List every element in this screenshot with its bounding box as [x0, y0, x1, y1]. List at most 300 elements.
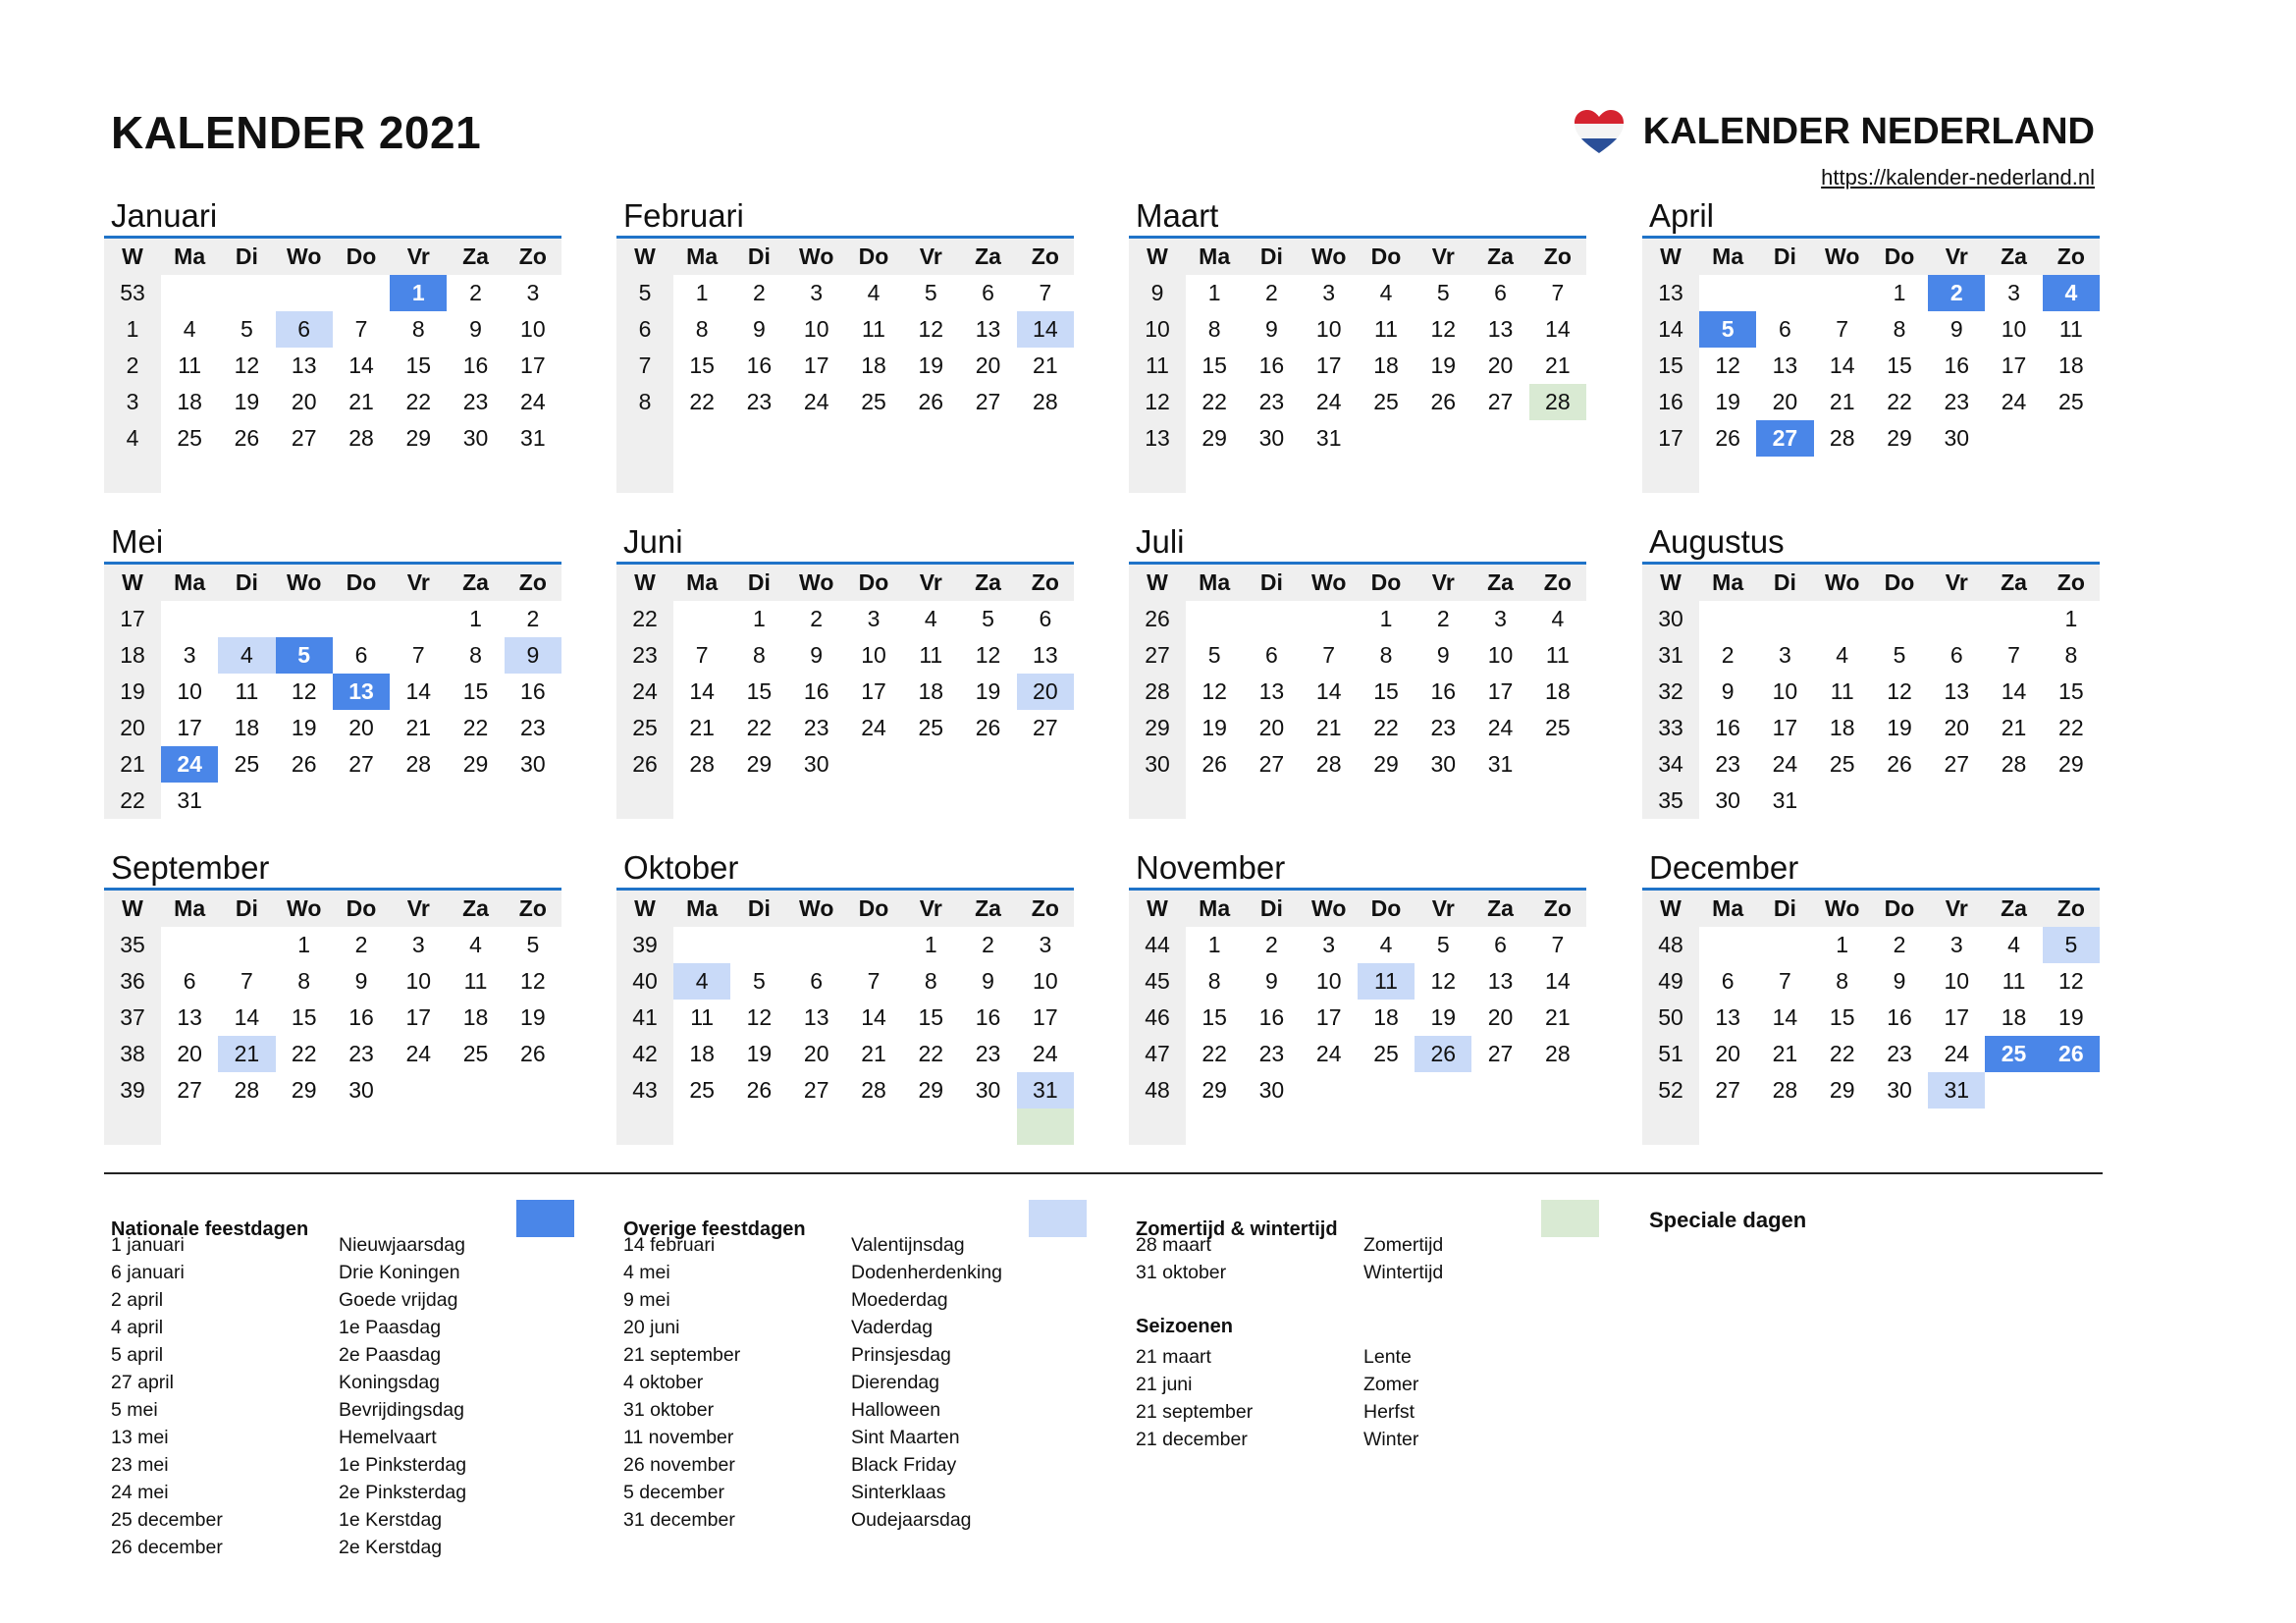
day-cell[interactable]: 15 [1829, 1004, 1855, 1030]
day-cell[interactable]: 22 [1201, 389, 1227, 414]
day-cell[interactable]: 27 [1944, 751, 1970, 777]
day-cell[interactable]: 22 [1373, 715, 1399, 740]
day-cell[interactable]: 24 [861, 715, 886, 740]
day-cell[interactable]: 4 [1379, 932, 1393, 957]
day-cell[interactable]: 29 [1887, 425, 1912, 451]
day-cell[interactable]: 5 [1436, 932, 1450, 957]
day-cell[interactable]: 13 [1033, 642, 1058, 668]
day-cell[interactable]: 16 [1258, 1004, 1285, 1030]
day-cell[interactable]: 29 [405, 425, 432, 451]
day-cell[interactable]: 24 [161, 746, 218, 783]
day-cell[interactable]: 18 [234, 715, 260, 740]
day-cell[interactable]: 17 [1315, 352, 1342, 378]
day-cell[interactable]: 4 [183, 316, 196, 342]
day-cell[interactable]: 7 [2007, 642, 2020, 668]
day-cell[interactable]: 16 [520, 678, 546, 704]
day-cell[interactable]: 12 [975, 642, 1001, 668]
day-cell[interactable]: 11 [862, 316, 885, 342]
day-cell[interactable]: 2 [1265, 280, 1278, 305]
day-cell[interactable]: 22 [1829, 1041, 1855, 1066]
day-cell[interactable]: 11 [235, 678, 259, 704]
day-cell[interactable]: 10 [177, 678, 202, 704]
day-cell[interactable]: 25 [918, 715, 944, 740]
day-cell[interactable]: 15 [291, 1004, 317, 1030]
day-cell[interactable]: 24 [1487, 715, 1514, 740]
day-cell[interactable]: 24 [2001, 389, 2027, 414]
day-cell[interactable]: 17 [177, 715, 202, 740]
day-cell[interactable]: 4 [1551, 606, 1565, 631]
day-cell[interactable]: 8 [695, 316, 709, 342]
day-cell[interactable]: 29 [746, 751, 773, 777]
day-cell[interactable]: 18 [689, 1041, 715, 1066]
day-cell[interactable]: 26 [291, 751, 317, 777]
day-cell[interactable]: 30 [1944, 425, 1970, 451]
day-cell[interactable]: 20 [1487, 352, 1514, 378]
day-cell[interactable]: 6 [982, 280, 994, 305]
day-cell[interactable]: 17 [861, 678, 886, 704]
day-cell[interactable]: 28 [1772, 1077, 1798, 1103]
day-cell[interactable]: 15 [462, 678, 489, 704]
day-cell[interactable]: 9 [1721, 678, 1735, 704]
day-cell[interactable]: 17 [803, 352, 829, 378]
day-cell[interactable]: 15 [1887, 352, 1912, 378]
day-cell[interactable]: 16 [1258, 352, 1285, 378]
day-cell[interactable]: 26 [1430, 389, 1457, 414]
day-cell[interactable]: 25 [689, 1077, 715, 1103]
day-cell[interactable]: 4 [2043, 275, 2100, 311]
day-cell[interactable]: 2 [526, 606, 540, 631]
day-cell[interactable]: 12 [1430, 316, 1457, 342]
day-cell[interactable]: 27 [803, 1077, 829, 1103]
day-cell[interactable]: 18 [462, 1004, 489, 1030]
day-cell[interactable]: 3 [1949, 932, 1963, 957]
day-cell[interactable]: 26 [2043, 1036, 2100, 1072]
day-cell[interactable]: 6 [183, 968, 196, 994]
day-cell[interactable]: 3 [1322, 280, 1336, 305]
day-cell[interactable]: 3 [526, 280, 540, 305]
day-cell[interactable]: 2 [1893, 932, 1906, 957]
day-cell[interactable]: 7 [695, 642, 709, 668]
day-cell[interactable]: 30 [803, 751, 829, 777]
day-cell[interactable]: 15 [1373, 678, 1399, 704]
day-cell[interactable]: 13 [1772, 352, 1798, 378]
day-cell[interactable]: 13 [1715, 1004, 1740, 1030]
day-cell[interactable]: 29 [918, 1077, 944, 1103]
day-cell[interactable]: 5 [2043, 927, 2100, 963]
day-cell[interactable]: 27 [177, 1077, 202, 1103]
day-cell[interactable]: 10 [1772, 678, 1798, 704]
day-cell[interactable]: 15 [689, 352, 715, 378]
day-cell[interactable]: 20 [803, 1041, 829, 1066]
day-cell[interactable]: 20 [1258, 715, 1285, 740]
day-cell[interactable]: 16 [1944, 352, 1970, 378]
day-cell[interactable]: 29 [291, 1077, 317, 1103]
day-cell[interactable]: 15 [2058, 678, 2084, 704]
day-cell[interactable]: 30 [1258, 1077, 1285, 1103]
day-cell[interactable]: 11 [1358, 963, 1415, 1000]
day-cell[interactable]: 4 [924, 606, 937, 631]
day-cell[interactable]: 7 [1836, 316, 1849, 342]
day-cell[interactable]: 23 [746, 389, 773, 414]
day-cell[interactable]: 26 [1715, 425, 1740, 451]
day-cell[interactable]: 19 [1430, 352, 1457, 378]
day-cell[interactable]: 5 [753, 968, 766, 994]
day-cell[interactable]: 5 [1436, 280, 1450, 305]
day-cell[interactable]: 20 [177, 1041, 202, 1066]
day-cell[interactable]: 23 [1258, 389, 1285, 414]
day-cell[interactable]: 23 [1887, 1041, 1912, 1066]
day-cell[interactable]: 7 [411, 642, 425, 668]
day-cell[interactable]: 6 [1721, 968, 1735, 994]
day-cell[interactable]: 24 [1772, 751, 1798, 777]
day-cell[interactable]: 19 [918, 352, 944, 378]
day-cell[interactable]: 19 [291, 715, 317, 740]
day-cell[interactable]: 25 [234, 751, 260, 777]
day-cell[interactable]: 31 [1928, 1072, 1985, 1109]
day-cell[interactable]: 4 [218, 637, 275, 674]
day-cell[interactable]: 15 [405, 352, 432, 378]
day-cell[interactable]: 4 [1379, 280, 1393, 305]
day-cell[interactable]: 18 [861, 352, 886, 378]
day-cell[interactable]: 28 [1529, 384, 1586, 420]
day-cell[interactable]: 11 [463, 968, 488, 994]
day-cell[interactable]: 14 [234, 1004, 260, 1030]
day-cell[interactable]: 22 [689, 389, 715, 414]
day-cell[interactable]: 21 [218, 1036, 275, 1072]
day-cell[interactable]: 13 [1487, 316, 1514, 342]
day-cell[interactable]: 15 [918, 1004, 944, 1030]
day-cell[interactable]: 25 [1373, 389, 1399, 414]
day-cell[interactable]: 2 [1265, 932, 1278, 957]
day-cell[interactable]: 12 [1887, 678, 1912, 704]
day-cell[interactable]: 27 [1756, 420, 1813, 457]
day-cell[interactable]: 27 [1258, 751, 1285, 777]
day-cell[interactable]: 29 [462, 751, 489, 777]
day-cell[interactable]: 1 [1207, 932, 1221, 957]
day-cell[interactable]: 12 [2058, 968, 2084, 994]
day-cell[interactable]: 30 [348, 1077, 374, 1103]
day-cell[interactable]: 19 [1715, 389, 1740, 414]
day-cell[interactable]: 12 [1201, 678, 1227, 704]
day-cell[interactable]: 27 [1715, 1077, 1740, 1103]
day-cell[interactable]: 3 [183, 642, 196, 668]
day-cell[interactable]: 19 [1201, 715, 1227, 740]
day-cell[interactable]: 14 [1315, 678, 1342, 704]
day-cell[interactable]: 10 [405, 968, 432, 994]
day-cell[interactable]: 11 [2058, 316, 2083, 342]
day-cell[interactable]: 17 [1944, 1004, 1970, 1030]
day-cell[interactable]: 17 [1315, 1004, 1342, 1030]
day-cell[interactable]: 26 [1887, 751, 1912, 777]
day-cell[interactable]: 5 [240, 316, 253, 342]
day-cell[interactable]: 4 [1836, 642, 1849, 668]
day-cell[interactable]: 30 [1258, 425, 1285, 451]
day-cell[interactable]: 16 [975, 1004, 1001, 1030]
day-cell[interactable]: 27 [1487, 1041, 1514, 1066]
day-cell[interactable]: 25 [861, 389, 886, 414]
day-cell[interactable]: 23 [1430, 715, 1457, 740]
day-cell[interactable]: 22 [746, 715, 773, 740]
day-cell[interactable]: 1 [695, 280, 709, 305]
day-cell[interactable]: 8 [2064, 642, 2078, 668]
day-cell[interactable]: 11 [1374, 316, 1398, 342]
day-cell[interactable]: 23 [348, 1041, 374, 1066]
day-cell[interactable]: 11 [2002, 968, 2026, 994]
day-cell[interactable]: 8 [1207, 316, 1221, 342]
day-cell[interactable]: 7 [240, 968, 253, 994]
day-cell[interactable]: 15 [1201, 1004, 1227, 1030]
day-cell[interactable]: 30 [1887, 1077, 1912, 1103]
day-cell[interactable]: 14 [1545, 968, 1571, 994]
day-cell[interactable]: 28 [1033, 389, 1058, 414]
day-cell[interactable]: 14 [405, 678, 432, 704]
day-cell[interactable]: 12 [746, 1004, 773, 1030]
day-cell[interactable]: 17 [1033, 1004, 1058, 1030]
day-cell[interactable]: 18 [1545, 678, 1571, 704]
day-cell[interactable]: 25 [1985, 1036, 2042, 1072]
day-cell[interactable]: 26 [1415, 1036, 1471, 1072]
day-cell[interactable]: 7 [1779, 968, 1791, 994]
day-cell[interactable]: 25 [462, 1041, 489, 1066]
day-cell[interactable]: 16 [803, 678, 829, 704]
day-cell[interactable]: 31 [177, 787, 202, 813]
day-cell[interactable]: 31 [1487, 751, 1514, 777]
day-cell[interactable]: 21 [1315, 715, 1342, 740]
day-cell[interactable]: 21 [689, 715, 715, 740]
day-cell[interactable]: 5 [924, 280, 937, 305]
day-cell[interactable]: 6 [1265, 642, 1278, 668]
day-cell[interactable]: 5 [526, 932, 540, 957]
day-cell[interactable]: 29 [1201, 1077, 1227, 1103]
day-cell[interactable]: 20 [975, 352, 1001, 378]
day-cell[interactable]: 6 [354, 642, 368, 668]
day-cell[interactable]: 7 [354, 316, 368, 342]
day-cell[interactable]: 8 [297, 968, 311, 994]
day-cell[interactable]: 28 [348, 425, 374, 451]
day-cell[interactable]: 20 [1772, 389, 1798, 414]
day-cell[interactable]: 22 [1887, 389, 1912, 414]
day-cell[interactable]: 2 [469, 280, 482, 305]
day-cell[interactable]: 4 [673, 963, 730, 1000]
day-cell[interactable]: 16 [1887, 1004, 1912, 1030]
day-cell[interactable]: 8 [1207, 968, 1221, 994]
day-cell[interactable]: 7 [1039, 280, 1052, 305]
day-cell[interactable]: 30 [1715, 787, 1740, 813]
day-cell[interactable]: 23 [1258, 1041, 1285, 1066]
day-cell[interactable]: 9 [1265, 968, 1278, 994]
day-cell[interactable]: 15 [746, 678, 773, 704]
day-cell[interactable]: 19 [520, 1004, 546, 1030]
day-cell[interactable]: 22 [918, 1041, 944, 1066]
day-cell[interactable]: 10 [1944, 968, 1970, 994]
day-cell[interactable]: 13 [291, 352, 317, 378]
day-cell[interactable]: 19 [1430, 1004, 1457, 1030]
day-cell[interactable]: 5 [276, 637, 333, 674]
day-cell[interactable]: 28 [1315, 751, 1342, 777]
day-cell[interactable]: 21 [405, 715, 432, 740]
day-cell[interactable]: 8 [1893, 316, 1906, 342]
day-cell[interactable]: 1 [2064, 606, 2078, 631]
day-cell[interactable]: 23 [975, 1041, 1001, 1066]
day-cell[interactable]: 24 [1944, 1041, 1970, 1066]
day-cell[interactable]: 18 [177, 389, 202, 414]
day-cell[interactable]: 21 [861, 1041, 886, 1066]
day-cell[interactable]: 7 [1322, 642, 1336, 668]
day-cell[interactable]: 8 [924, 968, 937, 994]
day-cell[interactable]: 19 [1887, 715, 1912, 740]
day-cell[interactable]: 17 [1487, 678, 1514, 704]
day-cell[interactable]: 27 [1033, 715, 1058, 740]
day-cell[interactable]: 29 [1373, 751, 1399, 777]
day-cell[interactable]: 30 [975, 1077, 1001, 1103]
day-cell[interactable]: 26 [746, 1077, 773, 1103]
day-cell[interactable]: 31 [520, 425, 546, 451]
day-cell[interactable]: 22 [1201, 1041, 1227, 1066]
day-cell[interactable]: 9 [1949, 316, 1963, 342]
day-cell[interactable]: 28 [689, 751, 715, 777]
day-cell[interactable]: 9 [753, 316, 766, 342]
day-cell[interactable]: 10 [1487, 642, 1514, 668]
day-cell[interactable]: 20 [1487, 1004, 1514, 1030]
day-cell[interactable]: 24 [405, 1041, 432, 1066]
day-cell[interactable]: 14 [1772, 1004, 1798, 1030]
day-cell[interactable]: 12 [520, 968, 546, 994]
day-cell[interactable]: 2 [753, 280, 766, 305]
day-cell[interactable]: 4 [2007, 932, 2020, 957]
day-cell[interactable]: 28 [234, 1077, 260, 1103]
day-cell[interactable]: 7 [867, 968, 881, 994]
day-cell[interactable]: 11 [919, 642, 943, 668]
day-cell[interactable]: 2 [810, 606, 824, 631]
day-cell[interactable]: 3 [411, 932, 425, 957]
day-cell[interactable]: 16 [746, 352, 773, 378]
day-cell[interactable]: 19 [2058, 1004, 2084, 1030]
day-cell[interactable]: 13 [1487, 968, 1514, 994]
day-cell[interactable]: 31 [1315, 425, 1342, 451]
day-cell[interactable]: 26 [1201, 751, 1227, 777]
day-cell[interactable]: 25 [1373, 1041, 1399, 1066]
day-cell[interactable]: 8 [1379, 642, 1393, 668]
day-cell[interactable]: 1 [924, 932, 937, 957]
day-cell[interactable]: 5 [1207, 642, 1221, 668]
day-cell[interactable]: 18 [1829, 715, 1855, 740]
day-cell[interactable]: 21 [1829, 389, 1855, 414]
day-cell[interactable]: 22 [405, 389, 432, 414]
day-cell[interactable]: 31 [1017, 1072, 1074, 1109]
day-cell[interactable]: 20 [1944, 715, 1970, 740]
day-cell[interactable]: 7 [1551, 280, 1565, 305]
day-cell[interactable]: 28 [1545, 1041, 1571, 1066]
day-cell[interactable]: 28 [2001, 751, 2027, 777]
day-cell[interactable]: 18 [2001, 1004, 2027, 1030]
day-cell[interactable]: 13 [177, 1004, 202, 1030]
day-cell[interactable]: 21 [348, 389, 374, 414]
day-cell[interactable]: 22 [2058, 715, 2084, 740]
day-cell[interactable]: 4 [469, 932, 482, 957]
day-cell[interactable]: 31 [1772, 787, 1798, 813]
day-cell[interactable]: 8 [411, 316, 425, 342]
day-cell[interactable]: 9 [505, 637, 561, 674]
day-cell[interactable]: 1 [1893, 280, 1906, 305]
day-cell[interactable]: 23 [1944, 389, 1970, 414]
day-cell[interactable]: 3 [1322, 932, 1336, 957]
day-cell[interactable]: 26 [234, 425, 260, 451]
day-cell[interactable]: 18 [918, 678, 944, 704]
day-cell[interactable]: 1 [469, 606, 482, 631]
day-cell[interactable]: 30 [462, 425, 489, 451]
day-cell[interactable]: 30 [1430, 751, 1457, 777]
day-cell[interactable]: 3 [867, 606, 881, 631]
day-cell[interactable]: 17 [1772, 715, 1798, 740]
day-cell[interactable]: 28 [1829, 425, 1855, 451]
day-cell[interactable]: 3 [1494, 606, 1507, 631]
day-cell[interactable]: 9 [1436, 642, 1450, 668]
day-cell[interactable]: 24 [1315, 389, 1342, 414]
day-cell[interactable]: 24 [520, 389, 546, 414]
day-cell[interactable]: 3 [1779, 642, 1791, 668]
day-cell[interactable]: 22 [462, 715, 489, 740]
day-cell[interactable]: 21 [1545, 1004, 1571, 1030]
day-cell[interactable]: 6 [1039, 606, 1052, 631]
day-cell[interactable]: 20 [348, 715, 374, 740]
day-cell[interactable]: 21 [1772, 1041, 1798, 1066]
day-cell[interactable]: 6 [810, 968, 824, 994]
day-cell[interactable]: 17 [2001, 352, 2027, 378]
day-cell[interactable]: 10 [2001, 316, 2027, 342]
day-cell[interactable]: 1 [297, 932, 311, 957]
day-cell[interactable]: 21 [1033, 352, 1058, 378]
day-cell[interactable]: 12 [291, 678, 317, 704]
day-cell[interactable]: 14 [1545, 316, 1571, 342]
day-cell[interactable]: 25 [177, 425, 202, 451]
day-cell[interactable]: 6 [1949, 642, 1963, 668]
day-cell[interactable]: 10 [1033, 968, 1058, 994]
day-cell[interactable]: 20 [1017, 674, 1074, 710]
day-cell[interactable]: 25 [1545, 715, 1571, 740]
day-cell[interactable]: 3 [810, 280, 824, 305]
day-cell[interactable]: 8 [753, 642, 766, 668]
day-cell[interactable]: 29 [2058, 751, 2084, 777]
day-cell[interactable]: 9 [982, 968, 994, 994]
day-cell[interactable]: 27 [1487, 389, 1514, 414]
day-cell[interactable]: 3 [2007, 280, 2020, 305]
day-cell[interactable]: 12 [918, 316, 944, 342]
day-cell[interactable]: 18 [1373, 1004, 1399, 1030]
day-cell[interactable]: 7 [1551, 932, 1565, 957]
day-cell[interactable]: 8 [1836, 968, 1849, 994]
day-cell[interactable]: 24 [803, 389, 829, 414]
day-cell[interactable]: 10 [861, 642, 886, 668]
day-cell[interactable]: 14 [1829, 352, 1855, 378]
day-cell[interactable]: 23 [462, 389, 489, 414]
day-cell[interactable]: 12 [1715, 352, 1740, 378]
day-cell[interactable]: 13 [333, 674, 390, 710]
day-cell[interactable]: 9 [810, 642, 824, 668]
day-cell[interactable]: 2 [354, 932, 368, 957]
day-cell[interactable]: 13 [975, 316, 1001, 342]
day-cell[interactable]: 23 [520, 715, 546, 740]
day-cell[interactable]: 6 [276, 311, 333, 348]
day-cell[interactable]: 2 [1928, 275, 1985, 311]
day-cell[interactable]: 27 [975, 389, 1001, 414]
day-cell[interactable]: 30 [520, 751, 546, 777]
day-cell[interactable]: 19 [975, 678, 1001, 704]
day-cell[interactable]: 11 [1545, 642, 1570, 668]
day-cell[interactable]: 25 [2058, 389, 2084, 414]
day-cell[interactable]: 19 [234, 389, 260, 414]
day-cell[interactable]: 20 [291, 389, 317, 414]
day-cell[interactable]: 11 [690, 1004, 715, 1030]
